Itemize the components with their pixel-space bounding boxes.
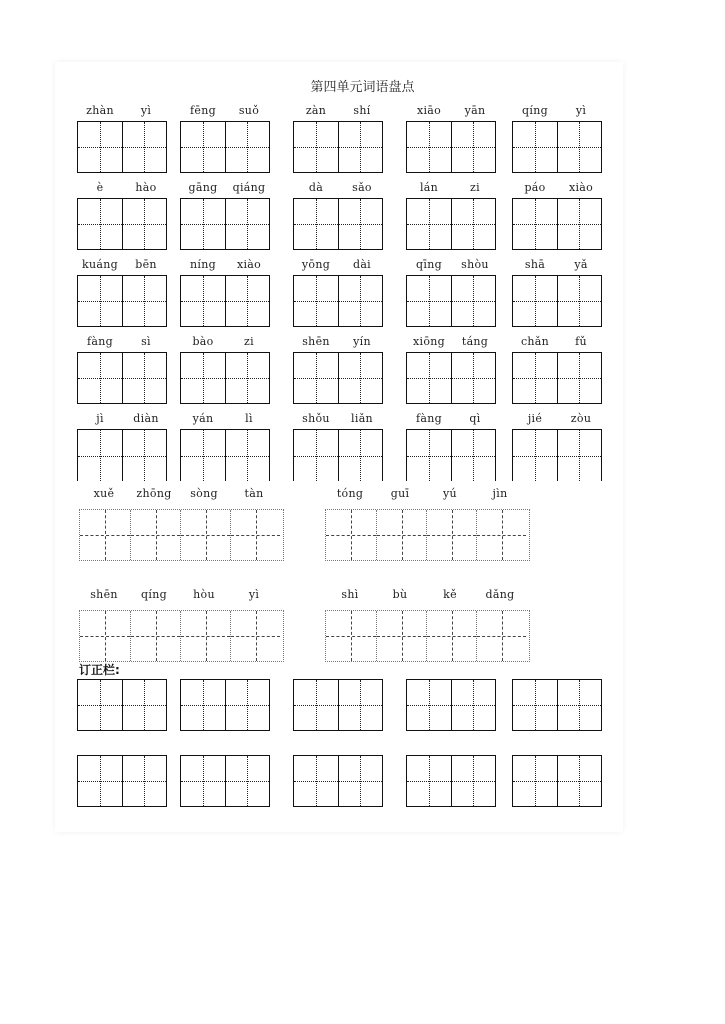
pinyin-syllable: zi	[244, 335, 254, 348]
tian-zi-cell[interactable]	[376, 611, 426, 661]
tian-zi-cell[interactable]	[122, 756, 166, 806]
pinyin-syllable: yán	[192, 412, 214, 425]
correction-writing-box[interactable]	[293, 755, 383, 807]
pinyin-syllable: fàng	[87, 335, 113, 348]
tian-zi-cell[interactable]	[225, 199, 269, 249]
pinyin-syllable: è	[96, 181, 104, 194]
tian-zi-cell[interactable]	[476, 611, 526, 661]
pinyin-syllable: jì	[96, 412, 104, 425]
pinyin-syllable: shǒu	[302, 412, 330, 425]
tian-zi-cell[interactable]	[407, 680, 451, 730]
tian-zi-cell[interactable]	[451, 122, 495, 172]
tian-zi-cell[interactable]	[451, 353, 495, 403]
correction-writing-box[interactable]	[180, 755, 270, 807]
tian-zi-cell[interactable]	[78, 756, 122, 806]
tian-zi-cell[interactable]	[181, 353, 225, 403]
pinyin-syllable: dà	[308, 181, 324, 194]
tian-zi-cell[interactable]	[338, 680, 382, 730]
tian-zi-cell[interactable]	[451, 680, 495, 730]
writing-box-two-char[interactable]	[512, 198, 602, 250]
pinyin-syllable: yú	[443, 487, 457, 500]
pinyin-syllable: kuáng	[82, 258, 118, 271]
pinyin-syllable: yān	[464, 104, 486, 117]
writing-box-two-char[interactable]	[180, 275, 270, 327]
pinyin-syllable: sǎo	[352, 181, 372, 194]
tian-zi-cell[interactable]	[294, 756, 338, 806]
pinyin-syllable: yín	[353, 335, 371, 348]
pinyin-syllable: qiáng	[232, 181, 266, 194]
tian-zi-cell[interactable]	[78, 353, 122, 403]
pinyin-syllable: shí	[353, 104, 371, 117]
correction-writing-box[interactable]	[293, 679, 383, 731]
writing-box-four-char[interactable]	[325, 610, 530, 662]
tian-zi-cell[interactable]	[122, 122, 166, 172]
pinyin-syllable: bào	[192, 335, 214, 348]
tian-zi-cell[interactable]	[225, 276, 269, 326]
tian-zi-cell[interactable]	[294, 276, 338, 326]
writing-box-two-char[interactable]	[77, 429, 167, 481]
writing-box-four-char[interactable]	[325, 509, 530, 561]
tian-zi-cell[interactable]	[451, 756, 495, 806]
tian-zi-cell[interactable]	[557, 122, 601, 172]
pinyin-syllable: táng	[461, 335, 489, 348]
tian-zi-cell[interactable]	[557, 430, 601, 481]
tian-zi-cell[interactable]	[513, 199, 557, 249]
pinyin-syllable: jìn	[492, 487, 508, 500]
tian-zi-cell[interactable]	[78, 276, 122, 326]
tian-zi-cell[interactable]	[426, 510, 476, 560]
tian-zi-cell[interactable]	[180, 510, 230, 560]
tian-zi-cell[interactable]	[78, 122, 122, 172]
tian-zi-cell[interactable]	[513, 122, 557, 172]
pinyin-syllable: yì	[140, 104, 152, 117]
tian-zi-cell[interactable]	[451, 276, 495, 326]
pinyin-syllable: suǒ	[238, 104, 260, 117]
tian-zi-cell[interactable]	[513, 353, 557, 403]
pinyin-syllable: bēn	[135, 258, 157, 271]
pinyin-syllable: chǎn	[520, 335, 550, 348]
tian-zi-cell[interactable]	[181, 680, 225, 730]
pinyin-syllable: xiōng	[413, 335, 445, 348]
pinyin-syllable: gāng	[188, 181, 218, 194]
pinyin-syllable: shòu	[461, 258, 489, 271]
pinyin-syllable: jié	[527, 412, 543, 425]
pinyin-syllable: lán	[419, 181, 439, 194]
tian-zi-cell[interactable]	[180, 611, 230, 661]
tian-zi-cell[interactable]	[230, 510, 280, 560]
pinyin-syllable: dài	[352, 258, 372, 271]
pinyin-syllable: guī	[390, 487, 410, 500]
tian-zi-cell[interactable]	[557, 353, 601, 403]
tian-zi-cell[interactable]	[181, 430, 225, 481]
pinyin-syllable: níng	[190, 258, 216, 271]
writing-box-two-char[interactable]	[512, 121, 602, 173]
tian-zi-cell[interactable]	[122, 680, 166, 730]
tian-zi-cell[interactable]	[407, 276, 451, 326]
writing-box-two-char[interactable]	[406, 352, 496, 404]
writing-box-two-char[interactable]	[406, 121, 496, 173]
tian-zi-cell[interactable]	[451, 430, 495, 481]
pinyin-syllable: dǎng	[485, 588, 515, 601]
pinyin-syllable: qì	[469, 412, 481, 425]
writing-box-two-char[interactable]	[180, 198, 270, 250]
pinyin-syllable: qíng	[522, 104, 548, 117]
correction-writing-box[interactable]	[77, 755, 167, 807]
tian-zi-cell[interactable]	[181, 122, 225, 172]
tian-zi-cell[interactable]	[407, 122, 451, 172]
tian-zi-cell[interactable]	[130, 510, 180, 560]
tian-zi-cell[interactable]	[338, 276, 382, 326]
pinyin-syllable: yì	[575, 104, 587, 117]
writing-box-two-char[interactable]	[180, 429, 270, 481]
tian-zi-cell[interactable]	[376, 510, 426, 560]
writing-box-two-char[interactable]	[512, 352, 602, 404]
pinyin-syllable: shā	[524, 258, 546, 271]
correction-writing-box[interactable]	[180, 679, 270, 731]
tian-zi-cell[interactable]	[338, 353, 382, 403]
pinyin-syllable: fàng	[416, 412, 442, 425]
pinyin-syllable: shēn	[302, 335, 330, 348]
tian-zi-cell[interactable]	[407, 756, 451, 806]
tian-zi-cell[interactable]	[181, 756, 225, 806]
pinyin-syllable: diàn	[133, 412, 159, 425]
tian-zi-cell[interactable]	[78, 430, 122, 481]
pinyin-syllable: zàn	[305, 104, 327, 117]
tian-zi-cell[interactable]	[294, 199, 338, 249]
correction-label: 订正栏:	[79, 663, 120, 677]
correction-writing-box[interactable]	[512, 755, 602, 807]
writing-box-two-char[interactable]	[406, 275, 496, 327]
tian-zi-cell[interactable]	[557, 199, 601, 249]
writing-box-two-char[interactable]	[180, 121, 270, 173]
tian-zi-cell[interactable]	[294, 680, 338, 730]
tian-zi-cell[interactable]	[122, 276, 166, 326]
pinyin-syllable: fēng	[190, 104, 216, 117]
tian-zi-cell[interactable]	[326, 611, 376, 661]
writing-box-two-char[interactable]	[293, 121, 383, 173]
pinyin-syllable: yōng	[301, 258, 331, 271]
pinyin-syllable: sì	[141, 335, 151, 348]
correction-writing-box[interactable]	[512, 679, 602, 731]
pinyin-syllable: lì	[245, 412, 253, 425]
tian-zi-cell[interactable]	[130, 611, 180, 661]
pinyin-syllable: bù	[392, 588, 408, 601]
pinyin-syllable: yǎ	[574, 258, 588, 271]
writing-box-two-char[interactable]	[293, 429, 383, 481]
tian-zi-cell[interactable]	[225, 680, 269, 730]
tian-zi-cell[interactable]	[294, 122, 338, 172]
writing-box-two-char[interactable]	[512, 275, 602, 327]
tian-zi-cell[interactable]	[476, 510, 526, 560]
pinyin-syllable: zòu	[570, 412, 592, 425]
tian-zi-cell[interactable]	[122, 353, 166, 403]
tian-zi-cell[interactable]	[451, 199, 495, 249]
tian-zi-cell[interactable]	[338, 199, 382, 249]
pinyin-syllable: zhōng	[136, 487, 172, 500]
writing-box-two-char[interactable]	[406, 198, 496, 250]
writing-box-two-char[interactable]	[77, 198, 167, 250]
writing-box-two-char[interactable]	[406, 429, 496, 481]
writing-box-two-char[interactable]	[293, 198, 383, 250]
writing-box-two-char[interactable]	[77, 275, 167, 327]
correction-writing-box[interactable]	[77, 679, 167, 731]
tian-zi-cell[interactable]	[230, 611, 280, 661]
pinyin-syllable: sòng	[190, 487, 218, 500]
tian-zi-cell[interactable]	[181, 276, 225, 326]
pinyin-syllable: liǎn	[351, 412, 373, 425]
tian-zi-cell[interactable]	[426, 611, 476, 661]
writing-box-two-char[interactable]	[77, 352, 167, 404]
pinyin-syllable: zhàn	[86, 104, 114, 117]
pinyin-syllable: hào	[135, 181, 157, 194]
tian-zi-cell[interactable]	[80, 611, 130, 661]
tian-zi-cell[interactable]	[407, 430, 451, 481]
tian-zi-cell[interactable]	[78, 199, 122, 249]
writing-box-two-char[interactable]	[512, 429, 602, 481]
tian-zi-cell[interactable]	[122, 430, 166, 481]
tian-zi-cell[interactable]	[326, 510, 376, 560]
writing-box-two-char[interactable]	[77, 121, 167, 173]
page-title: 第四单元词语盘点	[310, 80, 415, 95]
tian-zi-cell[interactable]	[513, 276, 557, 326]
pinyin-syllable: qíng	[141, 588, 167, 601]
writing-box-two-char[interactable]	[293, 275, 383, 327]
tian-zi-cell[interactable]	[225, 353, 269, 403]
pinyin-syllable: xuě	[93, 487, 115, 500]
pinyin-syllable: shēn	[90, 588, 118, 601]
tian-zi-cell[interactable]	[407, 199, 451, 249]
tian-zi-cell[interactable]	[80, 510, 130, 560]
tian-zi-cell[interactable]	[181, 199, 225, 249]
tian-zi-cell[interactable]	[513, 680, 557, 730]
tian-zi-cell[interactable]	[78, 680, 122, 730]
pinyin-syllable: tóng	[336, 487, 364, 500]
tian-zi-cell[interactable]	[225, 430, 269, 481]
pinyin-syllable: fǔ	[575, 335, 587, 348]
pinyin-syllable: shì	[341, 588, 359, 601]
correction-writing-box[interactable]	[406, 755, 496, 807]
tian-zi-cell[interactable]	[338, 430, 382, 481]
correction-writing-box[interactable]	[406, 679, 496, 731]
tian-zi-cell[interactable]	[338, 122, 382, 172]
pinyin-syllable: yì	[248, 588, 260, 601]
pinyin-syllable: hòu	[193, 588, 215, 601]
tian-zi-cell[interactable]	[225, 122, 269, 172]
tian-zi-cell[interactable]	[407, 353, 451, 403]
pinyin-syllable: tàn	[244, 487, 264, 500]
tian-zi-cell[interactable]	[557, 276, 601, 326]
tian-zi-cell[interactable]	[294, 430, 338, 481]
writing-box-four-char[interactable]	[79, 509, 284, 561]
writing-box-four-char[interactable]	[79, 610, 284, 662]
pinyin-syllable: xiào	[236, 258, 262, 271]
tian-zi-cell[interactable]	[225, 756, 269, 806]
pinyin-syllable: qīng	[416, 258, 442, 271]
tian-zi-cell[interactable]	[513, 430, 557, 481]
tian-zi-cell[interactable]	[513, 756, 557, 806]
tian-zi-cell[interactable]	[122, 199, 166, 249]
pinyin-syllable: kě	[443, 588, 457, 601]
writing-box-two-char[interactable]	[293, 352, 383, 404]
tian-zi-cell[interactable]	[557, 680, 601, 730]
pinyin-syllable: xiāo	[416, 104, 442, 117]
pinyin-syllable: xiào	[568, 181, 594, 194]
tian-zi-cell[interactable]	[338, 756, 382, 806]
tian-zi-cell[interactable]	[557, 756, 601, 806]
writing-box-two-char[interactable]	[180, 352, 270, 404]
pinyin-syllable: páo	[524, 181, 546, 194]
tian-zi-cell[interactable]	[294, 353, 338, 403]
pinyin-syllable: zi	[470, 181, 480, 194]
